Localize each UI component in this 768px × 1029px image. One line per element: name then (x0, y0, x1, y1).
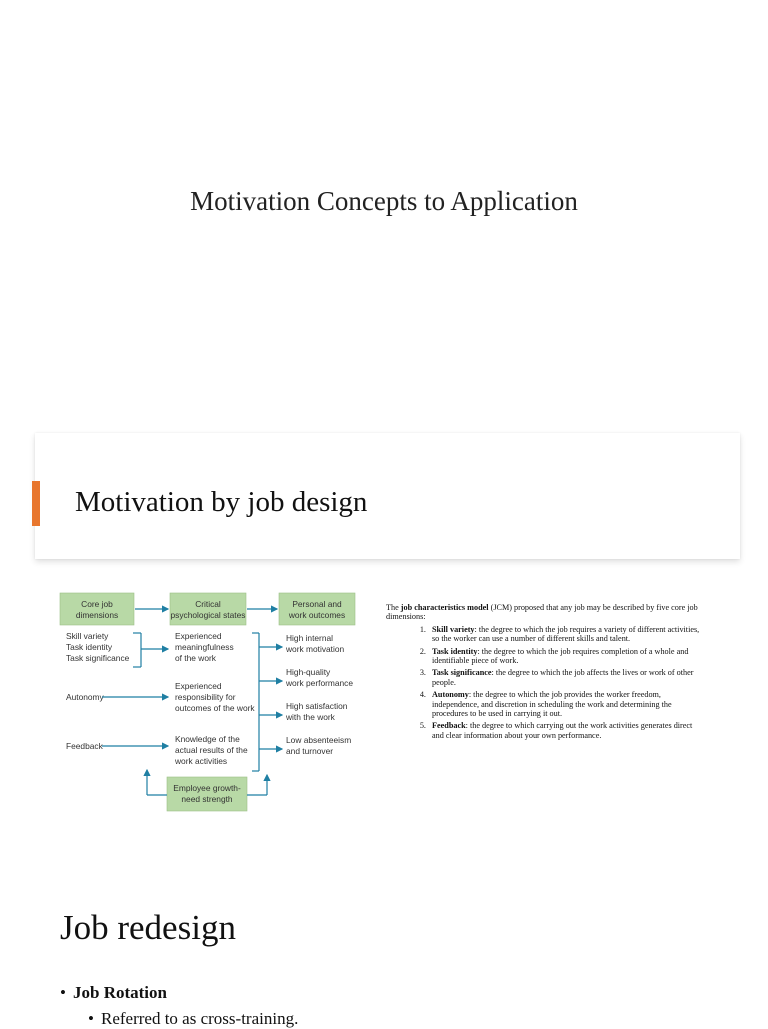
jcm-dimension-list (386, 625, 706, 740)
state-label: outcomes of the work (175, 703, 255, 713)
list-item-desc: : the degree to which the job requires completion of a whole and identifiable piece of work. (432, 646, 689, 666)
diagram-svg (57, 585, 367, 825)
list-item (428, 668, 706, 687)
list-item-desc: : the degree to which the job affects the lives or work of other people. (432, 668, 694, 687)
outcome-label: High satisfaction (286, 701, 348, 711)
dimension-label: Autonomy (66, 692, 104, 702)
sub-bullet-item: • Referred to as cross-training. (88, 1009, 298, 1029)
outcome-label: with the work (286, 712, 335, 722)
list-item (428, 721, 706, 740)
list-item-desc: : the degree to which carrying out the work activities generates direct and clear information about your own performance. (432, 721, 693, 740)
outcome-label: High-quality (286, 667, 331, 677)
state-label: work activities (175, 756, 228, 766)
psych-states-box (170, 593, 246, 625)
outcomes-box (279, 593, 355, 625)
slide-title: Job redesign (60, 908, 236, 947)
state-label: Knowledge of the (175, 734, 240, 744)
list-item-term: Task identity (432, 646, 478, 656)
job-characteristics-diagram (57, 585, 367, 825)
dimension-label: Skill variety (66, 631, 109, 641)
list-item-term: Task significance (432, 668, 492, 678)
title-accent-bar (32, 481, 40, 526)
outcome-label: work motivation (286, 644, 345, 654)
bullet-list (60, 983, 298, 1029)
jcm-intro-prefix: The (386, 603, 401, 612)
outcome-label: Low absenteeism (286, 735, 352, 745)
dimension-label: Task identity (66, 642, 113, 652)
state-label: Experienced (175, 631, 222, 641)
list-item-desc: : the degree to which the job requires a variety of different activities, so the worker can use a number of different skills and talent. (432, 624, 700, 644)
list-item (428, 690, 706, 718)
box-label: psychological states (170, 610, 246, 620)
state-label: actual results of the (175, 745, 248, 755)
state-label: of the work (175, 653, 216, 663)
box-label: need strength (181, 794, 233, 804)
outcome-label: and turnover (286, 746, 334, 756)
core-dimensions-box (60, 593, 134, 625)
dimension-label: Task significance (66, 653, 130, 663)
state-label: responsibility for (175, 692, 236, 702)
list-item-term: Skill variety (432, 624, 475, 634)
jcm-description (386, 603, 706, 743)
box-label: Employee growth- (173, 783, 241, 793)
box-label: Personal and (292, 599, 342, 609)
jcm-intro-rest: (JCM) proposed that any job may be described by five core job dimensions: (386, 603, 698, 622)
list-item-term: Feedback (432, 721, 466, 731)
list-item (428, 625, 706, 644)
box-label: dimensions (75, 610, 119, 620)
bullet-item: • Job Rotation (60, 983, 298, 1009)
slide-title: Motivation Concepts to Application (190, 186, 578, 216)
state-label: Experienced (175, 681, 222, 691)
list-item-desc: : the degree to which the job provides the worker freedom, independence, and discretion in scheduling the work and determining the procedures to be used in carrying it out. (432, 690, 672, 719)
state-label: meaningfulness (175, 642, 234, 652)
list-item-term: Autonomy (432, 690, 469, 700)
dimension-label: Feedback (66, 741, 103, 751)
jcm-intro (386, 603, 706, 622)
jcm-intro-term: job characteristics model (400, 603, 489, 612)
outcome-label: work performance (286, 678, 354, 688)
box-label: work outcomes (288, 610, 346, 620)
outcome-label: High internal (286, 633, 334, 643)
slide-title: Motivation by job design (75, 486, 368, 518)
box-label: Core job (81, 599, 113, 609)
box-label: Critical (195, 599, 221, 609)
list-item (428, 647, 706, 666)
